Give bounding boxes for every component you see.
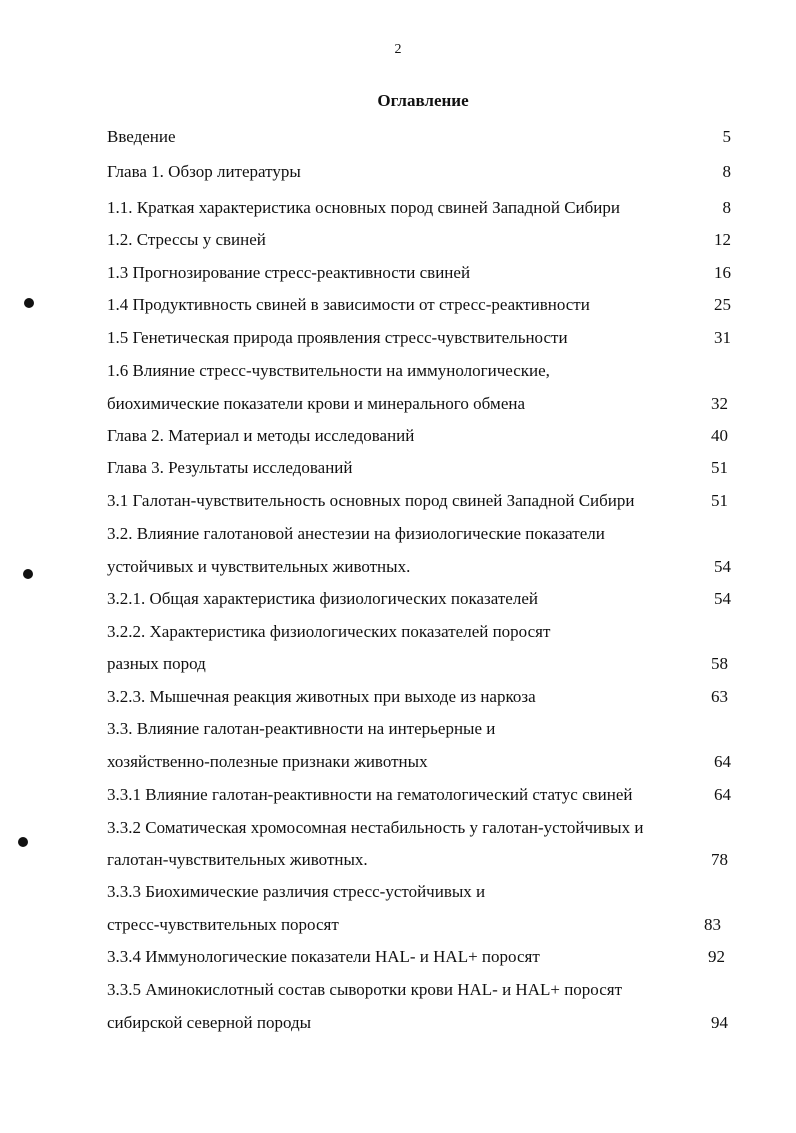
- binding-hole-mark: [24, 298, 34, 308]
- toc-entry-text: 1.1. Краткая характеристика основных пород свиней Западной Сибири: [107, 198, 620, 217]
- toc-entry-text: 3.2.3. Мышечная реакция животных при выходе из наркоза: [107, 687, 536, 706]
- toc-entry-text: 3.3.5 Аминокислотный состав сыворотки крови HAL- и HAL+ поросят: [107, 980, 623, 999]
- toc-entry-page: 31: [714, 328, 731, 347]
- toc-entry-text: Глава 1. Обзор литературы: [107, 162, 301, 181]
- toc-entry-page: 8: [722, 162, 731, 181]
- toc-entry-page: 25: [714, 295, 731, 314]
- toc-title: Оглавление: [377, 91, 469, 110]
- toc-entry-page: 92: [708, 947, 725, 966]
- toc-entry-page: 32: [711, 394, 728, 413]
- toc-entry-page: 58: [711, 654, 728, 673]
- toc-entry-page: 51: [711, 491, 728, 510]
- toc-entry-text: 3.1 Галотан-чувствительность основных пород свиней Западной Сибири: [107, 491, 635, 510]
- toc-entry-text: Глава 3. Результаты исследований: [107, 458, 353, 477]
- toc-entry-text: 1.4 Продуктивность свиней в зависимости от стресс-реактивности: [107, 295, 590, 314]
- toc-entry-page: 83: [704, 915, 721, 934]
- toc-entry-text: 3.3.3 Биохимические различия стресс-устойчивых и: [107, 882, 486, 901]
- toc-entry-page: 12: [714, 230, 731, 249]
- toc-entry-text: 1.5 Генетическая природа проявления стресс-чувствительности: [107, 328, 568, 347]
- toc-entry-page: 16: [714, 263, 731, 282]
- toc-entry-page: 63: [711, 687, 728, 706]
- toc-entry-text: устойчивых и чувствительных животных.: [107, 557, 411, 576]
- toc-entry-text: 3.3.2 Соматическая хромосомная нестабильность у галотан-устойчивых и: [107, 818, 644, 837]
- toc-entry-text: разных пород: [107, 654, 206, 673]
- toc-entry-text: галотан-чувствительных животных.: [107, 850, 368, 869]
- binding-hole-mark: [18, 837, 28, 847]
- toc-entry-text: 3.3. Влияние галотан-реактивности на интерьерные и: [107, 719, 496, 738]
- toc-entry-text: хозяйственно-полезные признаки животных: [107, 752, 428, 771]
- toc-entry-page: 40: [711, 426, 728, 445]
- toc-entry-text: 3.2. Влияние галотановой анестезии на физиологические показатели: [107, 524, 605, 543]
- toc-entry-text: Глава 2. Материал и методы исследований: [107, 426, 415, 445]
- toc-entry-page: 5: [722, 127, 731, 146]
- toc-entry-page: 54: [714, 589, 731, 608]
- toc-entry-text: 3.3.1 Влияние галотан-реактивности на гематологический статус свиней: [107, 785, 633, 804]
- toc-entry-text: 3.3.4 Иммунологические показатели HAL- и HAL+ поросят: [107, 947, 540, 966]
- toc-entry-text: биохимические показатели крови и минерального обмена: [107, 394, 526, 413]
- toc-entry-page: 54: [714, 557, 731, 576]
- toc-entry-text: 1.2. Стрессы у свиней: [107, 230, 266, 249]
- toc-entry-page: 51: [711, 458, 728, 477]
- toc-entry-text: Введение: [107, 127, 176, 146]
- toc-entry-text: 3.2.1. Общая характеристика физиологических показателей: [107, 589, 538, 608]
- page-number: 2: [394, 42, 402, 57]
- toc-entry-page: 8: [722, 198, 731, 217]
- toc-entry-text: 1.6 Влияние стресс-чувствительности на иммунологические,: [107, 361, 550, 380]
- toc-entry-text: 3.2.2. Характеристика физиологических показателей поросят: [107, 622, 551, 641]
- toc-entry-page: 64: [714, 785, 731, 804]
- binding-hole-mark: [23, 569, 33, 579]
- toc-entry-page: 64: [714, 752, 731, 771]
- toc-entry-page: 78: [711, 850, 728, 869]
- toc-entry-text: 1.3 Прогнозирование стресс-реактивности свиней: [107, 263, 471, 282]
- toc-entry-text: сибирской северной породы: [107, 1013, 312, 1032]
- toc-entry-page: 94: [711, 1013, 728, 1032]
- toc-entry-text: стресс-чувствительных поросят: [107, 915, 339, 934]
